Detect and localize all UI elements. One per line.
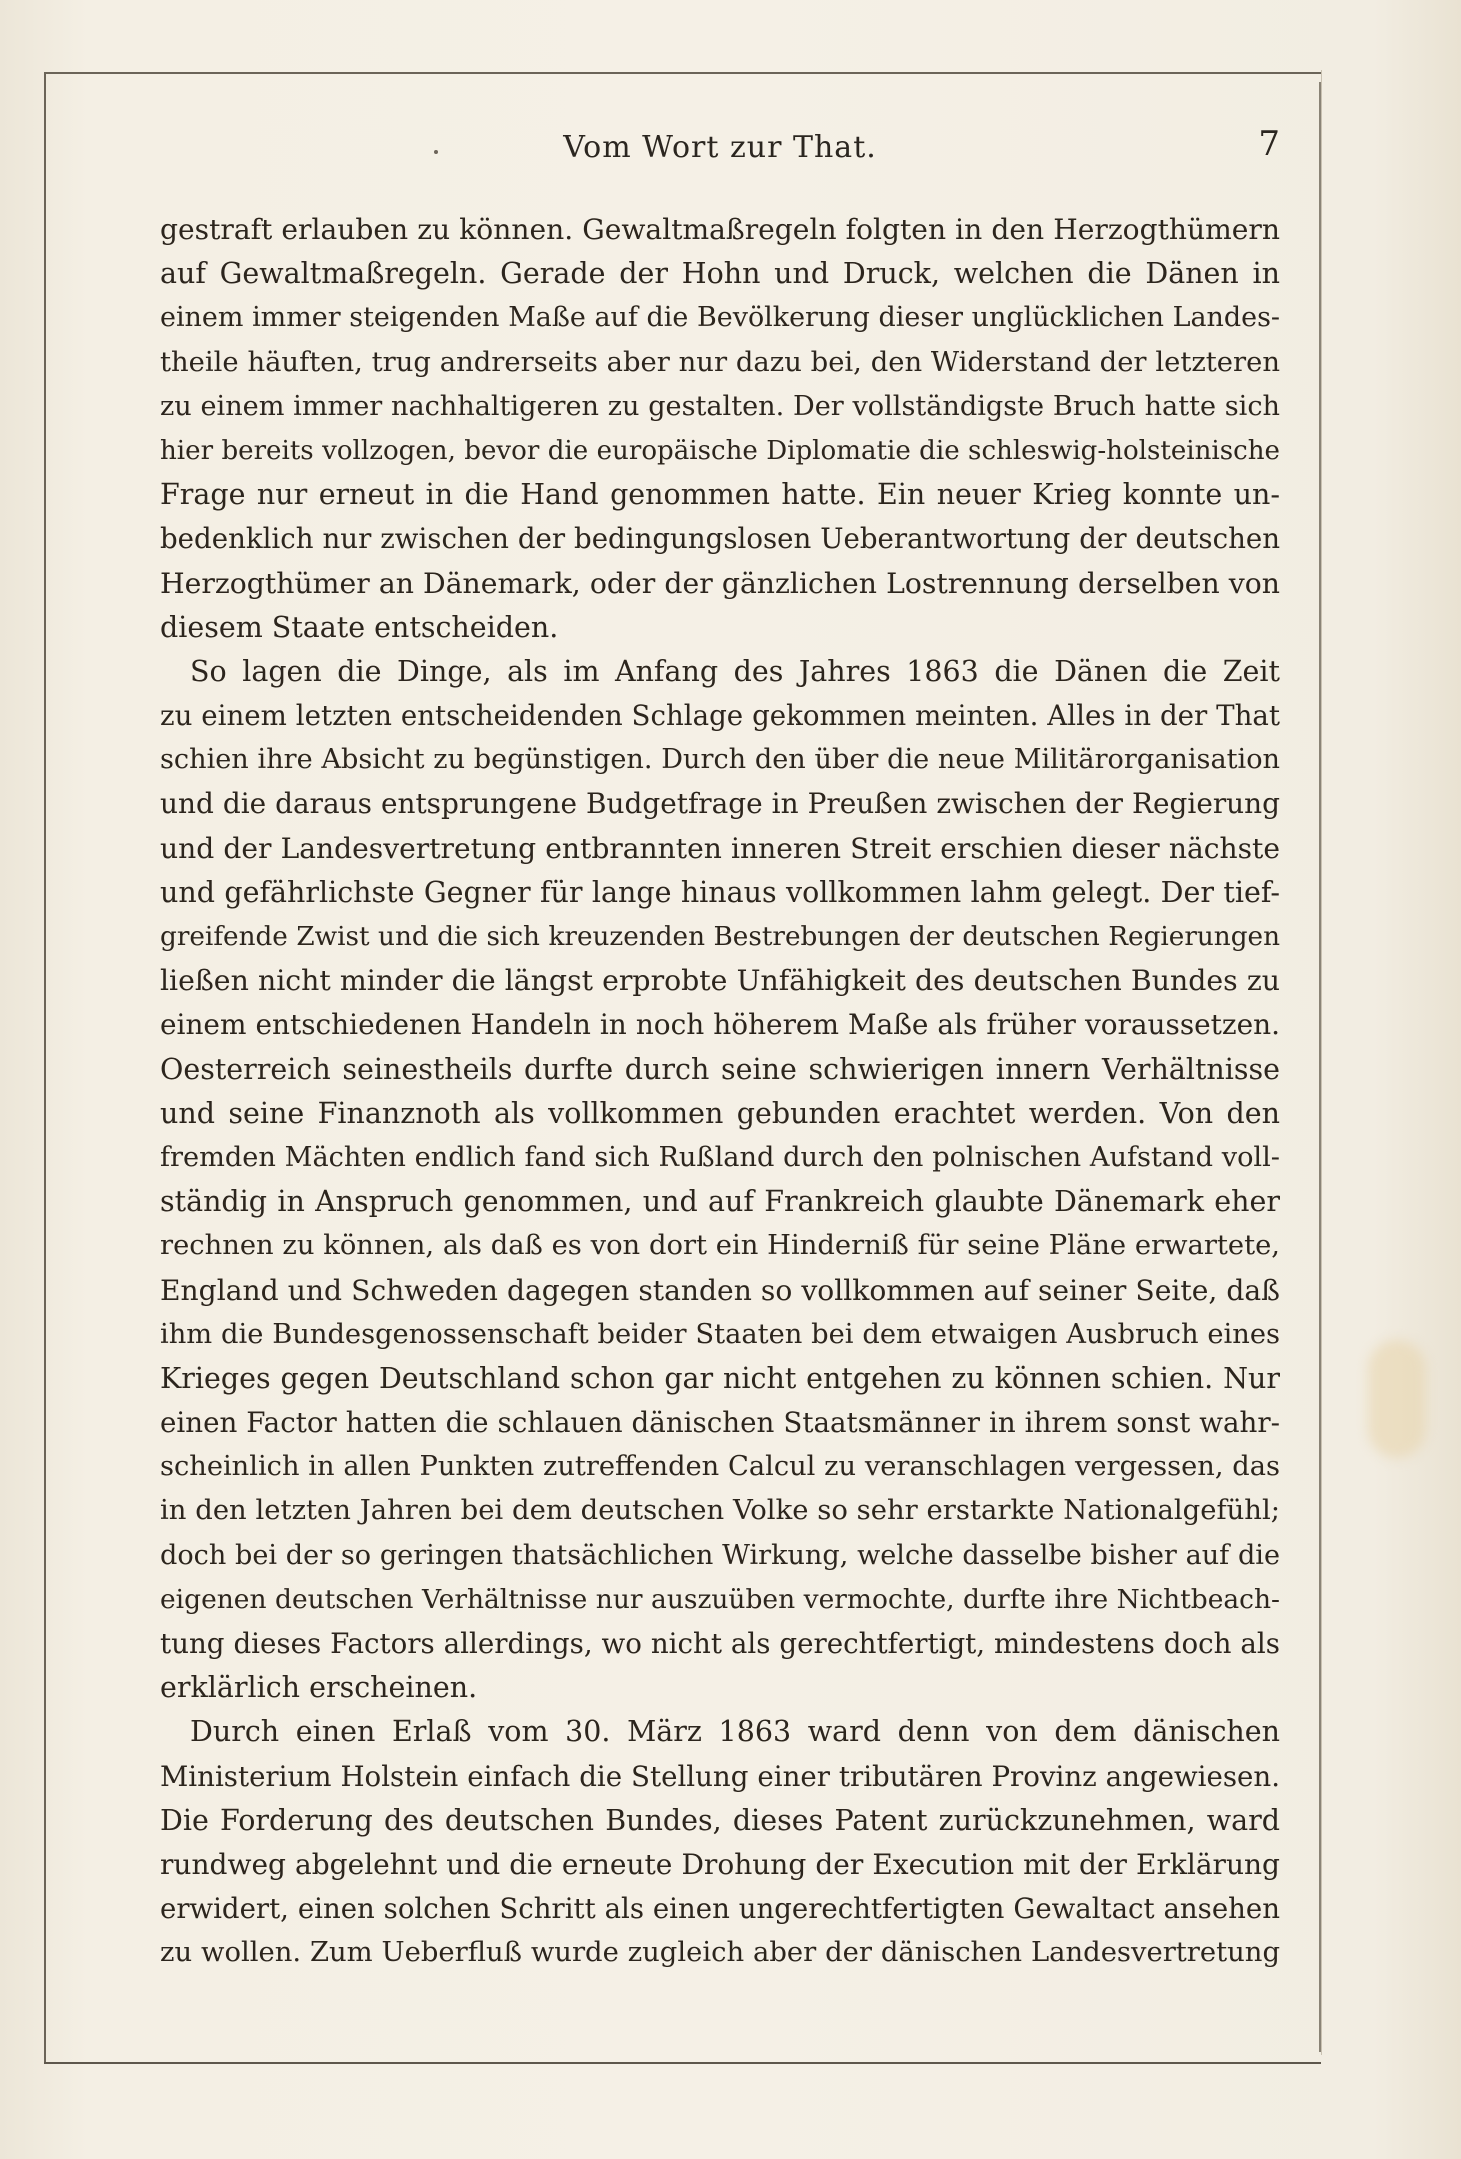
text-line: Frage nur erneut in die Hand genommen hatte. Ein neuer Krieg konnte un- — [160, 478, 1280, 512]
text-line: ihm die Bundesgenossenschaft beider Staaten bei dem etwaigen Ausbruch eines — [160, 1318, 1280, 1350]
text-line: in den letzten Jahren bei dem deutschen Volke so sehr erstarkte Nationalgefühl; — [160, 1495, 1280, 1527]
frame-left-rule — [44, 72, 46, 2064]
text-line-paragraph-start: So lagen die Dinge, als im Anfang des Jahres 1863 die Dänen die Zeit — [190, 654, 1280, 688]
frame-bottom-rule — [44, 2062, 1321, 2064]
text-line: tung dieses Factors allerdings, wo nicht als gerechtfertigt, mindestens doch als — [160, 1627, 1280, 1660]
text-line-paragraph-end: diesem Staate entscheiden. — [160, 610, 559, 644]
text-line: England und Schweden dagegen standen so vollkommen auf seiner Seite, daß — [160, 1273, 1280, 1307]
text-line: und der Landesvertretung entbrannten inneren Streit erschien dieser nächste — [160, 831, 1280, 865]
text-line-paragraph-end: erklärlich erscheinen. — [160, 1671, 478, 1705]
frame-right-outer-rule — [1321, 70, 1322, 2055]
text-line: schien ihre Absicht zu begünstigen. Durch den über die neue Militärorganisation — [160, 744, 1280, 776]
text-line: und gefährlichste Gegner für lange hinaus vollkommen lahm gelegt. Der tief- — [160, 875, 1280, 909]
text-line: bedenklich nur zwischen der bedingungslosen Ueberantwortung der deutschen — [160, 522, 1280, 556]
text-line: fremden Mächten endlich fand sich Rußland durch den polnischen Aufstand voll- — [160, 1141, 1280, 1173]
text-line: doch bei der so geringen thatsächlichen Wirkung, welche dasselbe bisher auf die — [160, 1539, 1280, 1571]
text-line: Oesterreich seinestheils durfte durch seine schwierigen innern Verhältnisse — [160, 1052, 1280, 1086]
text-line: Herzogthümer an Dänemark, oder der gänzlichen Lostrennung derselben von — [160, 566, 1280, 600]
text-line: Die Forderung des deutschen Bundes, dieses Patent zurückzunehmen, ward — [160, 1803, 1280, 1837]
text-line: ließen nicht minder die längst erprobte Unfähigkeit des deutschen Bundes zu — [160, 964, 1280, 998]
text-line: zu einem immer nachhaltigeren zu gestalten. Der vollständigste Bruch hatte sich — [160, 390, 1280, 422]
text-line: und seine Finanznoth als vollkommen gebunden erachtet werden. Von den — [160, 1096, 1280, 1130]
running-title: Vom Wort zur That. — [563, 130, 877, 165]
text-line: einen Factor hatten die schlauen dänischen Staatsmänner in ihrem sonst wahr- — [160, 1406, 1280, 1440]
text-line: eigenen deutschen Verhältnisse nur auszuüben vermochte, durfte ihre Nichtbeach- — [160, 1583, 1280, 1615]
paper-stain — [1368, 1340, 1426, 1458]
text-line: zu einem letzten entscheidenden Schlage gekommen meinten. Alles in der That — [160, 699, 1280, 733]
text-line: Krieges gegen Deutschland schon gar nicht entgehen zu können schien. Nur — [160, 1361, 1280, 1395]
body-text — [160, 208, 1280, 1976]
text-line: ständig in Anspruch genommen, und auf Frankreich glaubte Dänemark eher — [160, 1185, 1280, 1219]
text-line: erwidert, einen solchen Schritt als einen ungerechtfertigten Gewaltact ansehen — [160, 1892, 1280, 1926]
text-line: hier bereits vollzogen, bevor die europäische Diplomatie die schleswig-holsteinische — [160, 435, 1280, 466]
text-line: rechnen zu können, als daß es von dort ein Hinderniß für seine Pläne erwartete, — [160, 1230, 1280, 1262]
text-line: zu wollen. Zum Ueberfluß wurde zugleich aber der dänischen Landesvertretung — [160, 1937, 1280, 1969]
text-line-paragraph-start: Durch einen Erlaß vom 30. März 1863 ward denn von dem dänischen — [190, 1715, 1280, 1749]
frame-top-rule — [44, 72, 1321, 74]
text-line: und die daraus entsprungene Budgetfrage in Preußen zwischen der Regierung — [160, 787, 1280, 821]
text-line: scheinlich in allen Punkten zutreffenden Calcul zu veranschlagen vergessen, das — [160, 1451, 1280, 1483]
text-line: einem entschiedenen Handeln in noch höherem Maße als früher voraussetzen. — [160, 1008, 1280, 1042]
page-header — [160, 124, 1280, 180]
text-line: theile häuften, trug andrerseits aber nur dazu bei, den Widerstand der letzteren — [160, 346, 1280, 378]
text-line: einem immer steigenden Maße auf die Bevölkerung dieser unglücklichen Landes- — [160, 302, 1280, 334]
page-number: 7 — [1258, 124, 1280, 164]
text-line: auf Gewaltmaßregeln. Gerade der Hohn und Druck, welchen die Dänen in — [160, 257, 1280, 291]
text-line: rundweg abgelehnt und die erneute Drohung der Execution mit der Erklärung — [160, 1847, 1280, 1881]
text-line: Ministerium Holstein einfach die Stellung einer tributären Provinz angewiesen. — [160, 1759, 1280, 1793]
text-line: gestraft erlauben zu können. Gewaltmaßregeln folgten in den Herzogthümern — [160, 213, 1280, 246]
text-line: greifende Zwist und die sich kreuzenden Bestrebungen der deutschen Regierungen — [160, 922, 1280, 952]
